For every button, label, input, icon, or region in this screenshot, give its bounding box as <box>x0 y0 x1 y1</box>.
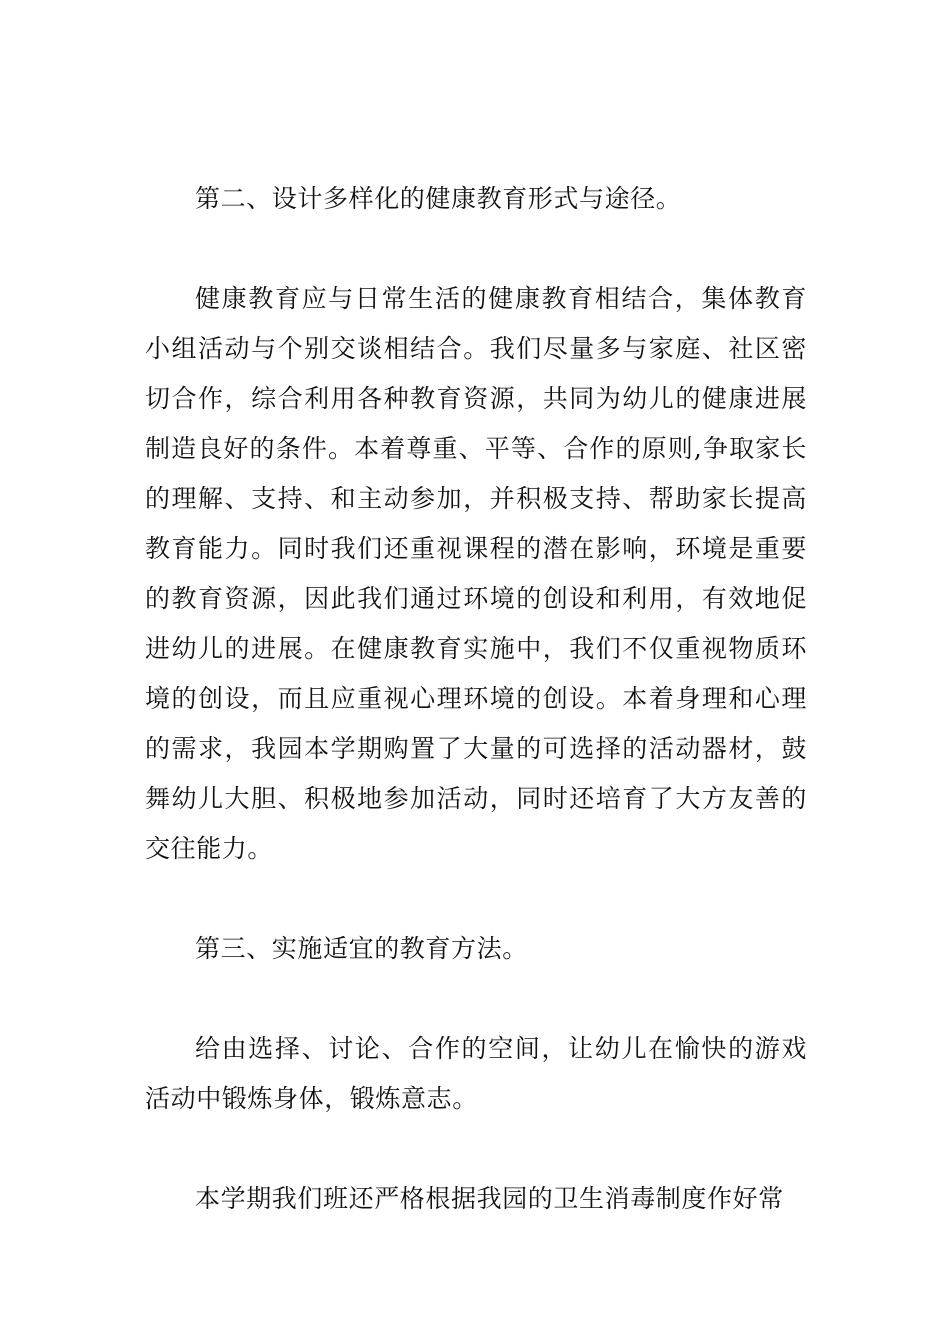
document-body <box>145 174 807 1224</box>
section-heading-2: 第二、设计多样化的健康教育形式与途径。 <box>195 184 682 213</box>
paragraph-health-education: 健康教育应与日常生活的健康教育相结合，集体教育小组活动与个别交谈相结合。我们尽量多与家庭、社区密切合作，综合利用各种教育资源，共同为幼儿的健康进展制造良好的条件。本着尊重、平等、合作的原则,争取家长的理解、支持、和主动参加，并积极支持、帮助家长提高教育能力。同时我们还重视课程的潜在影响，环境是重要的教育资源，因此我们通过环境的创设和利用，有效地促进幼儿的进展。在健康教育实施中，我们不仅重视物质环境的创设，而且应重视心理环境的创设。本着身理和心理的需求，我园本学期购置了大量的可选择的活动器材，鼓舞幼儿大胆、积极地参加活动，同时还培育了大方友善的交往能力。 <box>145 284 807 863</box>
paragraph-hygiene: 本学期我们班还严格根据我园的卫生消毒制度作好常 <box>195 1184 784 1213</box>
section-heading-3: 第三、实施适宜的教育方法。 <box>195 934 528 963</box>
paragraph-teaching-method: 给由选择、讨论、合作的空间，让幼儿在愉快的游戏活动中锻炼身体，锻炼意志。 <box>145 1034 807 1113</box>
